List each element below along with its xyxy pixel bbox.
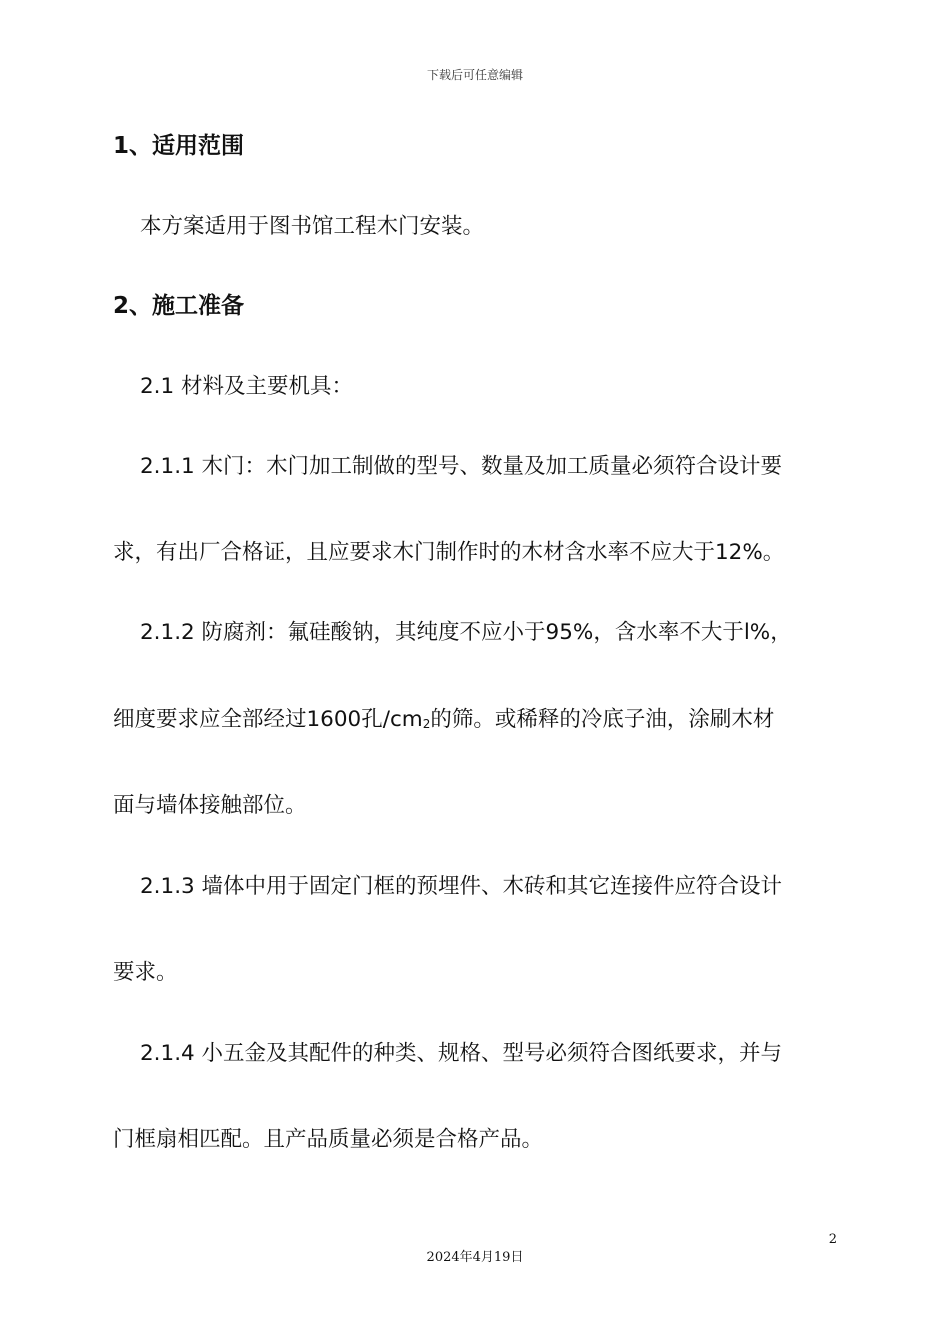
header-note: 下载后可任意编辑 (426, 68, 523, 82)
section-2-1-1-line-2: 求，有出厂合格证，且应要求木门制作时的木材含水率不应大于12%。 (113, 540, 785, 565)
page-number: 2 (828, 1232, 837, 1247)
section-1-body: 本方案适用于图书馆工程木门安装。 (140, 214, 485, 239)
unit-subscript: 2 (422, 717, 431, 731)
section-2-1-2-line-2-part-b: 的筛。或稀释的冷底子油，涂刷木材 (430, 707, 775, 732)
section-2-1-2-line-2 (113, 704, 774, 740)
section-2-1-3-line-2: 要求。 (113, 960, 178, 985)
section-1-title: 1、适用范围 (113, 133, 245, 159)
section-2-1-3-line-1: 2.1.3 墙体中用于固定门框的预埋件、木砖和其它连接件应符合设计 (140, 874, 783, 899)
section-2-1-4-line-1: 2.1.4 小五金及其配件的种类、规格、型号必须符合图纸要求，并与 (140, 1041, 783, 1066)
section-2-1-2-line-2-part-a: 细度要求应全部经过1600孔/cm (113, 707, 423, 732)
section-2-1-heading: 2.1 材料及主要机具： (140, 374, 354, 399)
section-2-1-4-line-2: 门框扇相匹配。且产品质量必须是合格产品。 (113, 1127, 544, 1152)
footer-date: 2024年4月19日 (426, 1250, 524, 1265)
section-2-title: 2、施工准备 (113, 293, 245, 319)
section-2-1-2-line-1: 2.1.2 防腐剂：氟硅酸钠，其纯度不应小于95%，含水率不大于l%， (140, 620, 792, 645)
section-2-1-1-line-1: 2.1.1 木门：木门加工制做的型号、数量及加工质量必须符合设计要 (140, 454, 783, 479)
section-2-1-2-line-3: 面与墙体接触部位。 (113, 793, 307, 818)
